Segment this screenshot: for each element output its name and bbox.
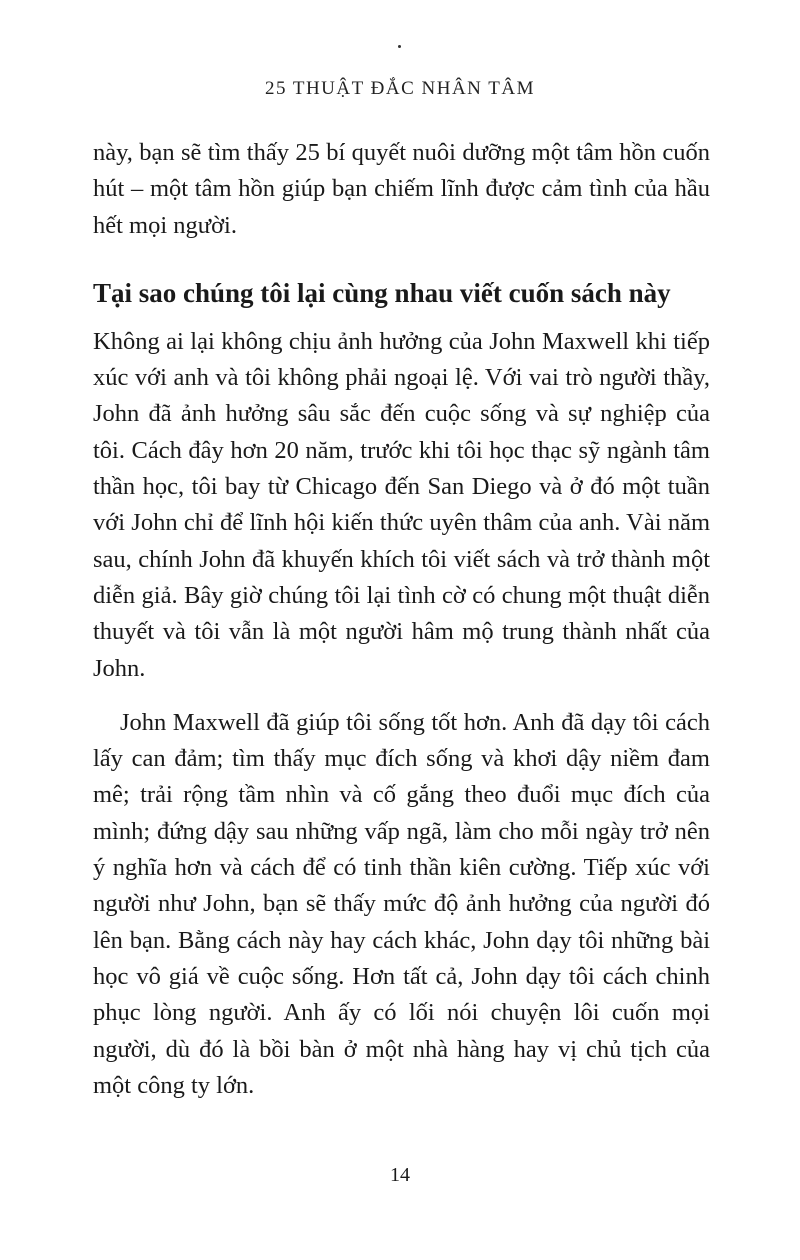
page-number: 14 — [390, 1164, 410, 1186]
intro-paragraph: này, bạn sẽ tìm thấy 25 bí quyết nuôi dưỡng một tâm hồn cuốn hút – một tâm hồn giúp bạn chiếm lĩnh được cảm tình của hầu hết mọi người. — [93, 139, 710, 239]
running-header: 25 THUẬT ĐẮC NHÂN TÂM — [264, 78, 536, 99]
page-body — [93, 135, 710, 1104]
section-heading: Tại sao chúng tôi lại cùng nhau viết cuốn sách này — [93, 277, 671, 308]
body-paragraph-1: Không ai lại không chịu ảnh hưởng của John Maxwell khi tiếp xúc với anh và tôi không phải ngoại lệ. Với vai trò người thầy, John đã ảnh hưởng sâu sắc đến cuộc sống và sự nghiệp của tôi. Cách đây hơn 20 năm, trước khi tôi học thạc sỹ ngành tâm thần học, tôi bay từ Chicago đến San Diego và ở đó một tuần với John chỉ để lĩnh hội kiến thức uyên thâm của anh. Vài năm sau, chính John đã khuyến khích tôi viết sách và trở thành một diễn giả. Bây giờ chúng tôi lại tình cờ có chung một thuật diễn thuyết và tôi vẫn là một người hâm mộ trung thành nhất của John. — [93, 327, 710, 682]
print-speck — [398, 45, 401, 48]
body-paragraph-2: John Maxwell đã giúp tôi sống tốt hơn. Anh đã dạy tôi cách lấy can đảm; tìm thấy mục đích sống và khơi dậy niềm đam mê; trải rộng tầm nhìn và cố gắng theo đuổi mục đích của mình; đứng dậy sau những vấp ngã, làm cho mỗi ngày trở nên ý nghĩa hơn và cách để có tinh thần kiên cường. Tiếp xúc với người như John, bạn sẽ thấy mức độ ảnh hưởng của người đó lên bạn. Bằng cách này hay cách khác, John dạy tôi những bài học vô giá về cuộc sống. Hơn tất cả, John dạy tôi cách chinh phục lòng người. Anh ấy có lối nói chuyện lôi cuốn mọi người, dù đó là bồi bàn ở một nhà hàng hay vị chủ tịch của một công ty lớn. — [93, 708, 710, 1099]
